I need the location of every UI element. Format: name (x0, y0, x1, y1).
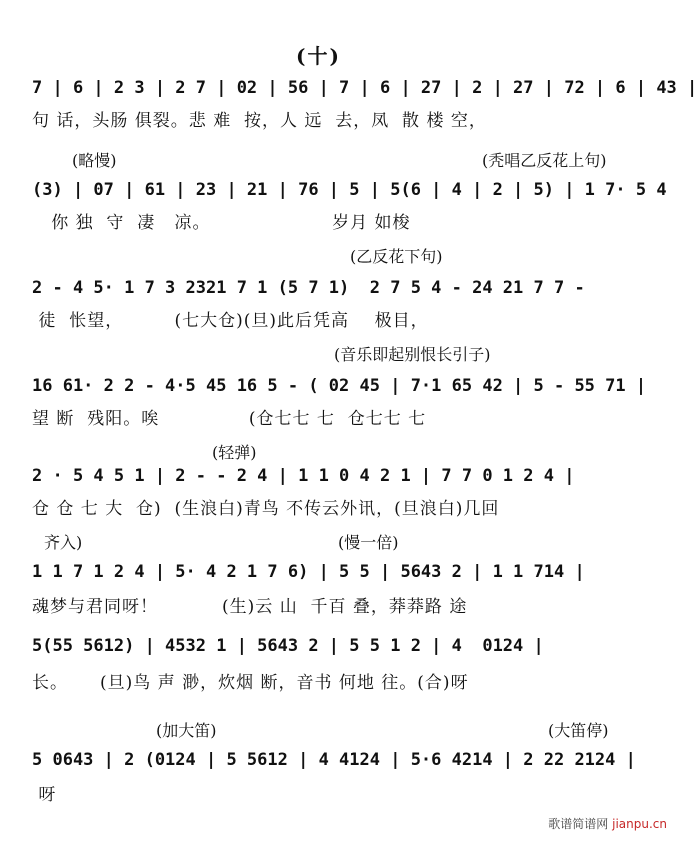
performance-mark-right: (秃唱乙反花上句) (482, 151, 607, 170)
lyric-line: 徒 怅望， (七大仓)(旦)此后凭高 极目， (32, 311, 429, 331)
notation-line: 16 61· 2 2 - 4·5 45 16 5 - ( 02 45 | 7·1 65 42 | 5 - 55 71 | (32, 376, 647, 396)
notation-line: 5 0643 | 2 (0124 | 5 5612 | 4 4124 | 5·6 4214 | 2 22 2124 | (32, 750, 636, 770)
performance-mark-left: (乙反花下句) (350, 247, 443, 266)
notation-line: (3) | 07 | 61 | 23 | 21 | 76 | 5 | 5(6 | 4 | 2 | 5) | 1 7· 5 4 (32, 180, 667, 200)
performance-mark-left: 齐入) (44, 533, 83, 552)
lyric-line: 长。 (旦)鸟 声 渺，炊烟 断，音书 何地 往。(合)呀 (32, 673, 469, 693)
notation-line: 1 1 7 1 2 4 | 5· 4 2 1 7 6) | 5 5 | 5643 2 | 1 1 714 | (32, 562, 585, 582)
lyric-line: 你 独 守 凄 凉。 岁月 如梭 (32, 213, 411, 233)
lyric-line: 仓 仓 七 大 仓) (生浪白)青鸟 不传云外讯，(旦浪白)几回 (32, 499, 500, 519)
notation-line: 7 | 6 | 2 3 | 2 7 | 02 | 56 | 7 | 6 | 27 | 2 | 27 | 72 | 6 | 43 | (32, 78, 697, 98)
lyric-line: 魂梦与君同呀！ (生)云 山 千百 叠，莽莽路 途 (32, 597, 468, 617)
performance-mark-left: (音乐即起别恨长引子) (334, 345, 491, 364)
site-watermark (548, 815, 667, 832)
performance-mark-left: (加大笛) (156, 721, 217, 740)
notation-line: 5(55 5612) | 4532 1 | 5643 2 | 5 5 1 2 | 4 0124 | (32, 636, 544, 656)
performance-mark-left: (略慢) (72, 151, 117, 170)
lyric-line: 呀 (32, 785, 57, 805)
watermark-site-name: 歌谱简谱网 (548, 817, 609, 831)
performance-mark-right: (慢一倍) (338, 533, 399, 552)
performance-mark-right: (大笛停) (548, 721, 609, 740)
notation-line: 2 - 4 5· 1 7 3 2321 7 1 (5 7 1) 2 7 5 4 - 24 21 7 7 - (32, 278, 585, 298)
lyric-line: 句 话，头肠 俱裂。悲 难 按，人 远 去，凤 散 楼 空， (32, 111, 487, 131)
lyric-line: 望 断 残阳。唉 (仓七七 七 仓七七 七 (32, 409, 427, 429)
notation-line: 2 · 5 4 5 1 | 2 - - 2 4 | 1 1 0 4 2 1 | 7 7 0 1 2 4 | (32, 466, 575, 486)
section-title: (十) (296, 44, 341, 68)
watermark-url: jianpu.cn (612, 817, 667, 831)
performance-mark-left: (轻弹) (212, 443, 257, 462)
